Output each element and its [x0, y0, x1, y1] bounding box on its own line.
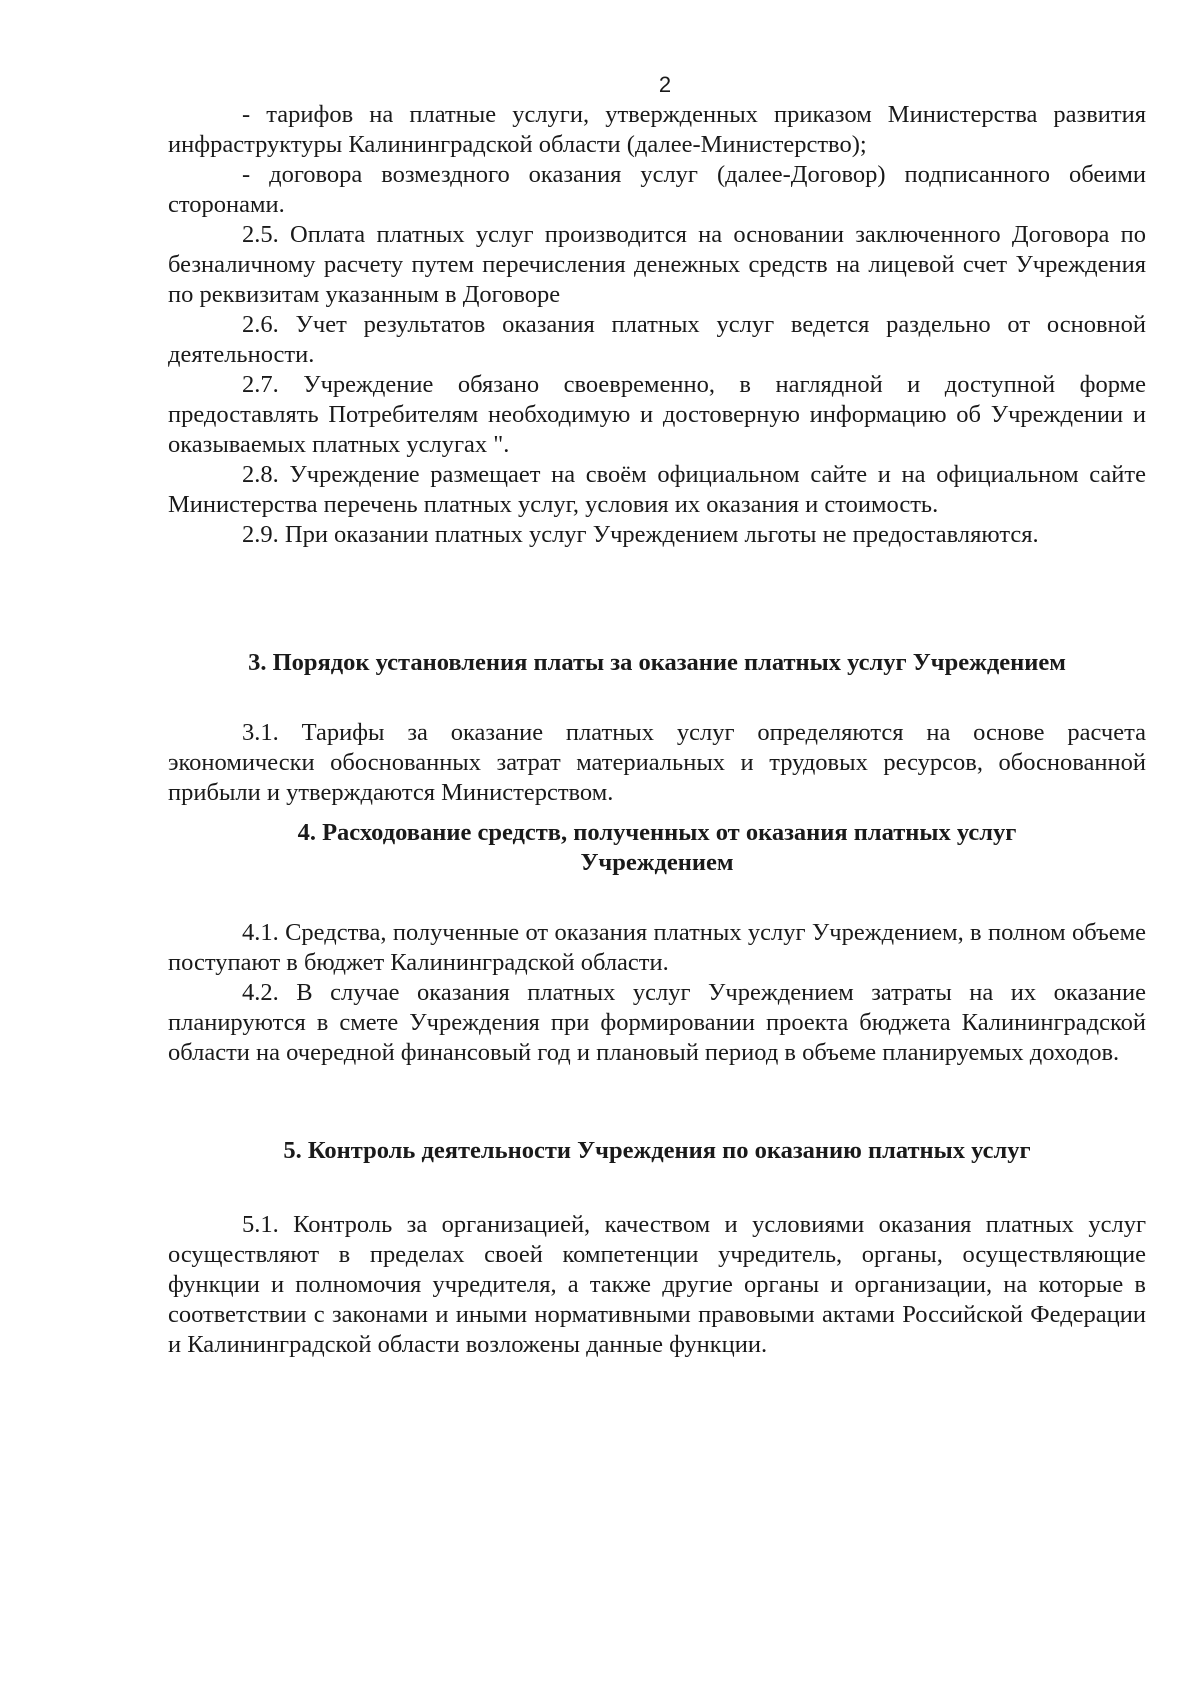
clause-2-7: 2.7. Учреждение обязано своевременно, в наглядной и доступной форме предоставлять Потребителям необходимую и достоверную информацию об Учреждении и оказываемых платных услугах ". — [168, 371, 1146, 458]
section-4-body — [168, 918, 1146, 1068]
clause-4-2: 4.2. В случае оказания платных услуг Учреждением затраты на их оказание планируются в смете Учреждения при формировании проекта бюджета Калининградской области на очередной финансовый год и плановый период в объеме планируемых доходов. — [168, 979, 1146, 1066]
section-4-heading-line-2: Учреждением — [580, 849, 734, 876]
section-5-body — [168, 1210, 1146, 1360]
section-4-heading-line-1: 4. Расходование средств, полученных от оказания платных услуг — [297, 819, 1017, 846]
clause-2-8: 2.8. Учреждение размещает на своём официальном сайте и на официальном сайте Министерства перечень платных услуг, условия их оказания и стоимость. — [168, 461, 1146, 518]
page-number: 2 — [658, 72, 672, 97]
clause-2-6: 2.6. Учет результатов оказания платных услуг ведется раздельно от основной деятельности. — [168, 311, 1146, 368]
clause-2-5: 2.5. Оплата платных услуг производится на основании заключенного Договора по безналичному расчету путем перечисления денежных средств на лицевой счет Учреждения по реквизитам указанным в Договоре — [168, 221, 1146, 308]
section-3-heading: 3. Порядок установления платы за оказание платных услуг Учреждением — [248, 649, 1066, 676]
clause-3-1: 3.1. Тарифы за оказание платных услуг определяются на основе расчета экономически обоснованных затрат материальных и трудовых ресурсов, обоснованной прибыли и утверждаются Министерством. — [168, 719, 1146, 806]
clause-2-9: 2.9. При оказании платных услуг Учреждением льготы не предоставляются. — [242, 521, 1039, 548]
clause-tariffs: - тарифов на платные услуги, утвержденных приказом Министерства развития инфраструктуры Калининградской области (далее-Министерство); — [168, 101, 1146, 158]
section-4-heading — [168, 818, 1146, 878]
clause-4-1: 4.1. Средства, полученные от оказания платных услуг Учреждением, в полном объеме поступают в бюджет Калининградской области. — [168, 919, 1146, 976]
section-3-body — [168, 718, 1146, 808]
section-5-heading: 5. Контроль деятельности Учреждения по оказанию платных услуг — [283, 1137, 1031, 1164]
clause-5-1: 5.1. Контроль за организацией, качеством и условиями оказания платных услуг осуществляют в пределах своей компетенции учредитель, органы, осуществляющие функции и полномочия учредителя, а также другие органы и организации, на которые в соответствии с законами и иными нормативными правовыми актами Российской Федерации и Калининградской области возложены данные функции. — [168, 1211, 1146, 1358]
clause-contract: - договора возмездного оказания услуг (далее-Договор) подписанного обеими сторонами. — [168, 161, 1146, 218]
clauses-2-continued — [168, 100, 1146, 550]
